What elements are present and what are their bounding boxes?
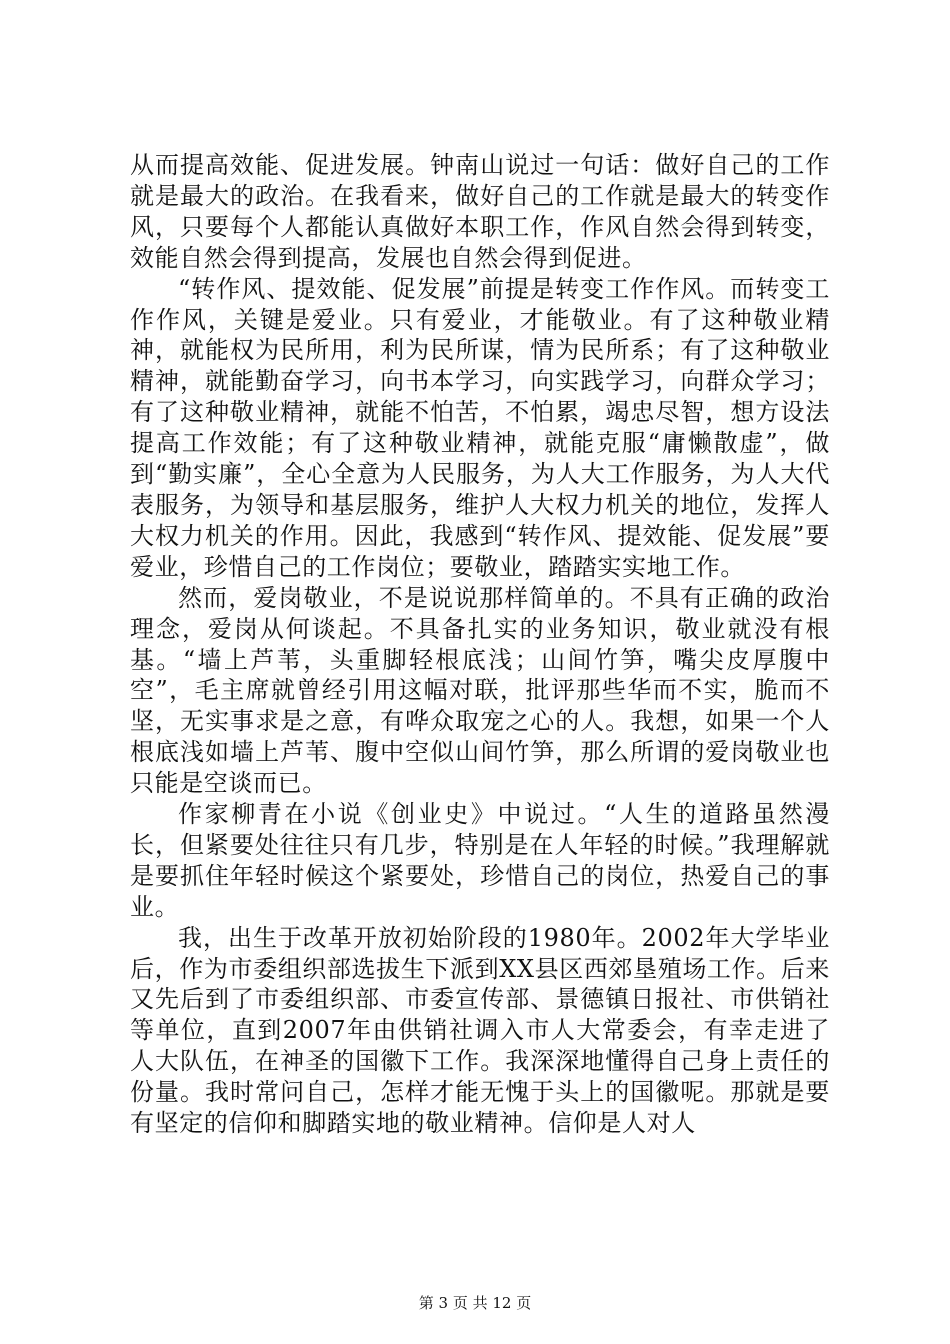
paragraph-4: 作家柳青在小说《创业史》中说过。“人生的道路虽然漫长，但紧要处往往只有几步，特别是在人年轻的时候。”我理解就是要抓住年轻时候这个紧要处，珍惜自己的岗位，热爱自己的事业。 — [130, 800, 830, 921]
page-footer: 第 3 页 共 12 页 — [418, 1294, 532, 1312]
paragraph-2: “转作风、提效能、促发展”前提是转变工作作风。而转变工作作风，关键是爱业。只有爱业，才能敬业。有了这种敬业精神，就能权为民所用，利为民所谋，情为民所系；有了这种敬业精神，就能勤奋学习，向书本学习，向实践学习，向群众学习；有了这种敬业精神，就能不怕苦，不怕累，竭忠尽智，想方设法提高工作效能；有了这种敬业精神，就能克服“庸懒散虚”，做到“勤实廉”，全心全意为人民服务，为人大工作服务，为人大代表服务，为领导和基层服务，维护人大权力机关的地位，发挥人大权力机关的作用。因此，我感到“转作风、提效能、促发展”要爱业，珍惜自己的工作岗位；要敬业，踏踏实实地工作。 — [130, 274, 830, 581]
paragraph-5: 我，出生于改革开放初始阶段的1980年。2002年大学毕业后，作为市委组织部选拔生下派到XX县区西郊垦殖场工作。后来又先后到了市委组织部、市委宣传部、景德镇日报社、市供销社等单位，直到2007年由供销社调入市人大常委会，有幸走进了人大队伍，在神圣的国徽下工作。我深深地懂得自己身上责任的份量。我时常问自己，怎样才能无愧于头上的国徽呢。那就是要有坚定的信仰和脚踏实地的敬业精神。信仰是人对人 — [130, 923, 830, 1138]
paragraph-3: 然而，爱岗敬业，不是说说那样简单的。不具有正确的政治理念，爱岗从何谈起。不具备扎实的业务知识，敬业就没有根基。“墙上芦苇，头重脚轻根底浅；山间竹笋，嘴尖皮厚腹中空”，毛主席就曾经引用这幅对联，批评那些华而不实，脆而不坚，无实事求是之意，有哗众取宠之心的人。我想，如果一个人根底浅如墙上芦苇、腹中空似山间竹笋，那么所谓的爱岗敬业也只能是空谈而已。 — [130, 583, 830, 798]
body-text — [130, 150, 830, 1139]
paragraph-1: 从而提高效能、促进发展。钟南山说过一句话：做好自己的工作就是最大的政治。在我看来，做好自己的工作就是最大的转变作风，只要每个人都能认真做好本职工作，作风自然会得到转变，效能自然会得到提高，发展也自然会得到促进。 — [130, 151, 830, 272]
